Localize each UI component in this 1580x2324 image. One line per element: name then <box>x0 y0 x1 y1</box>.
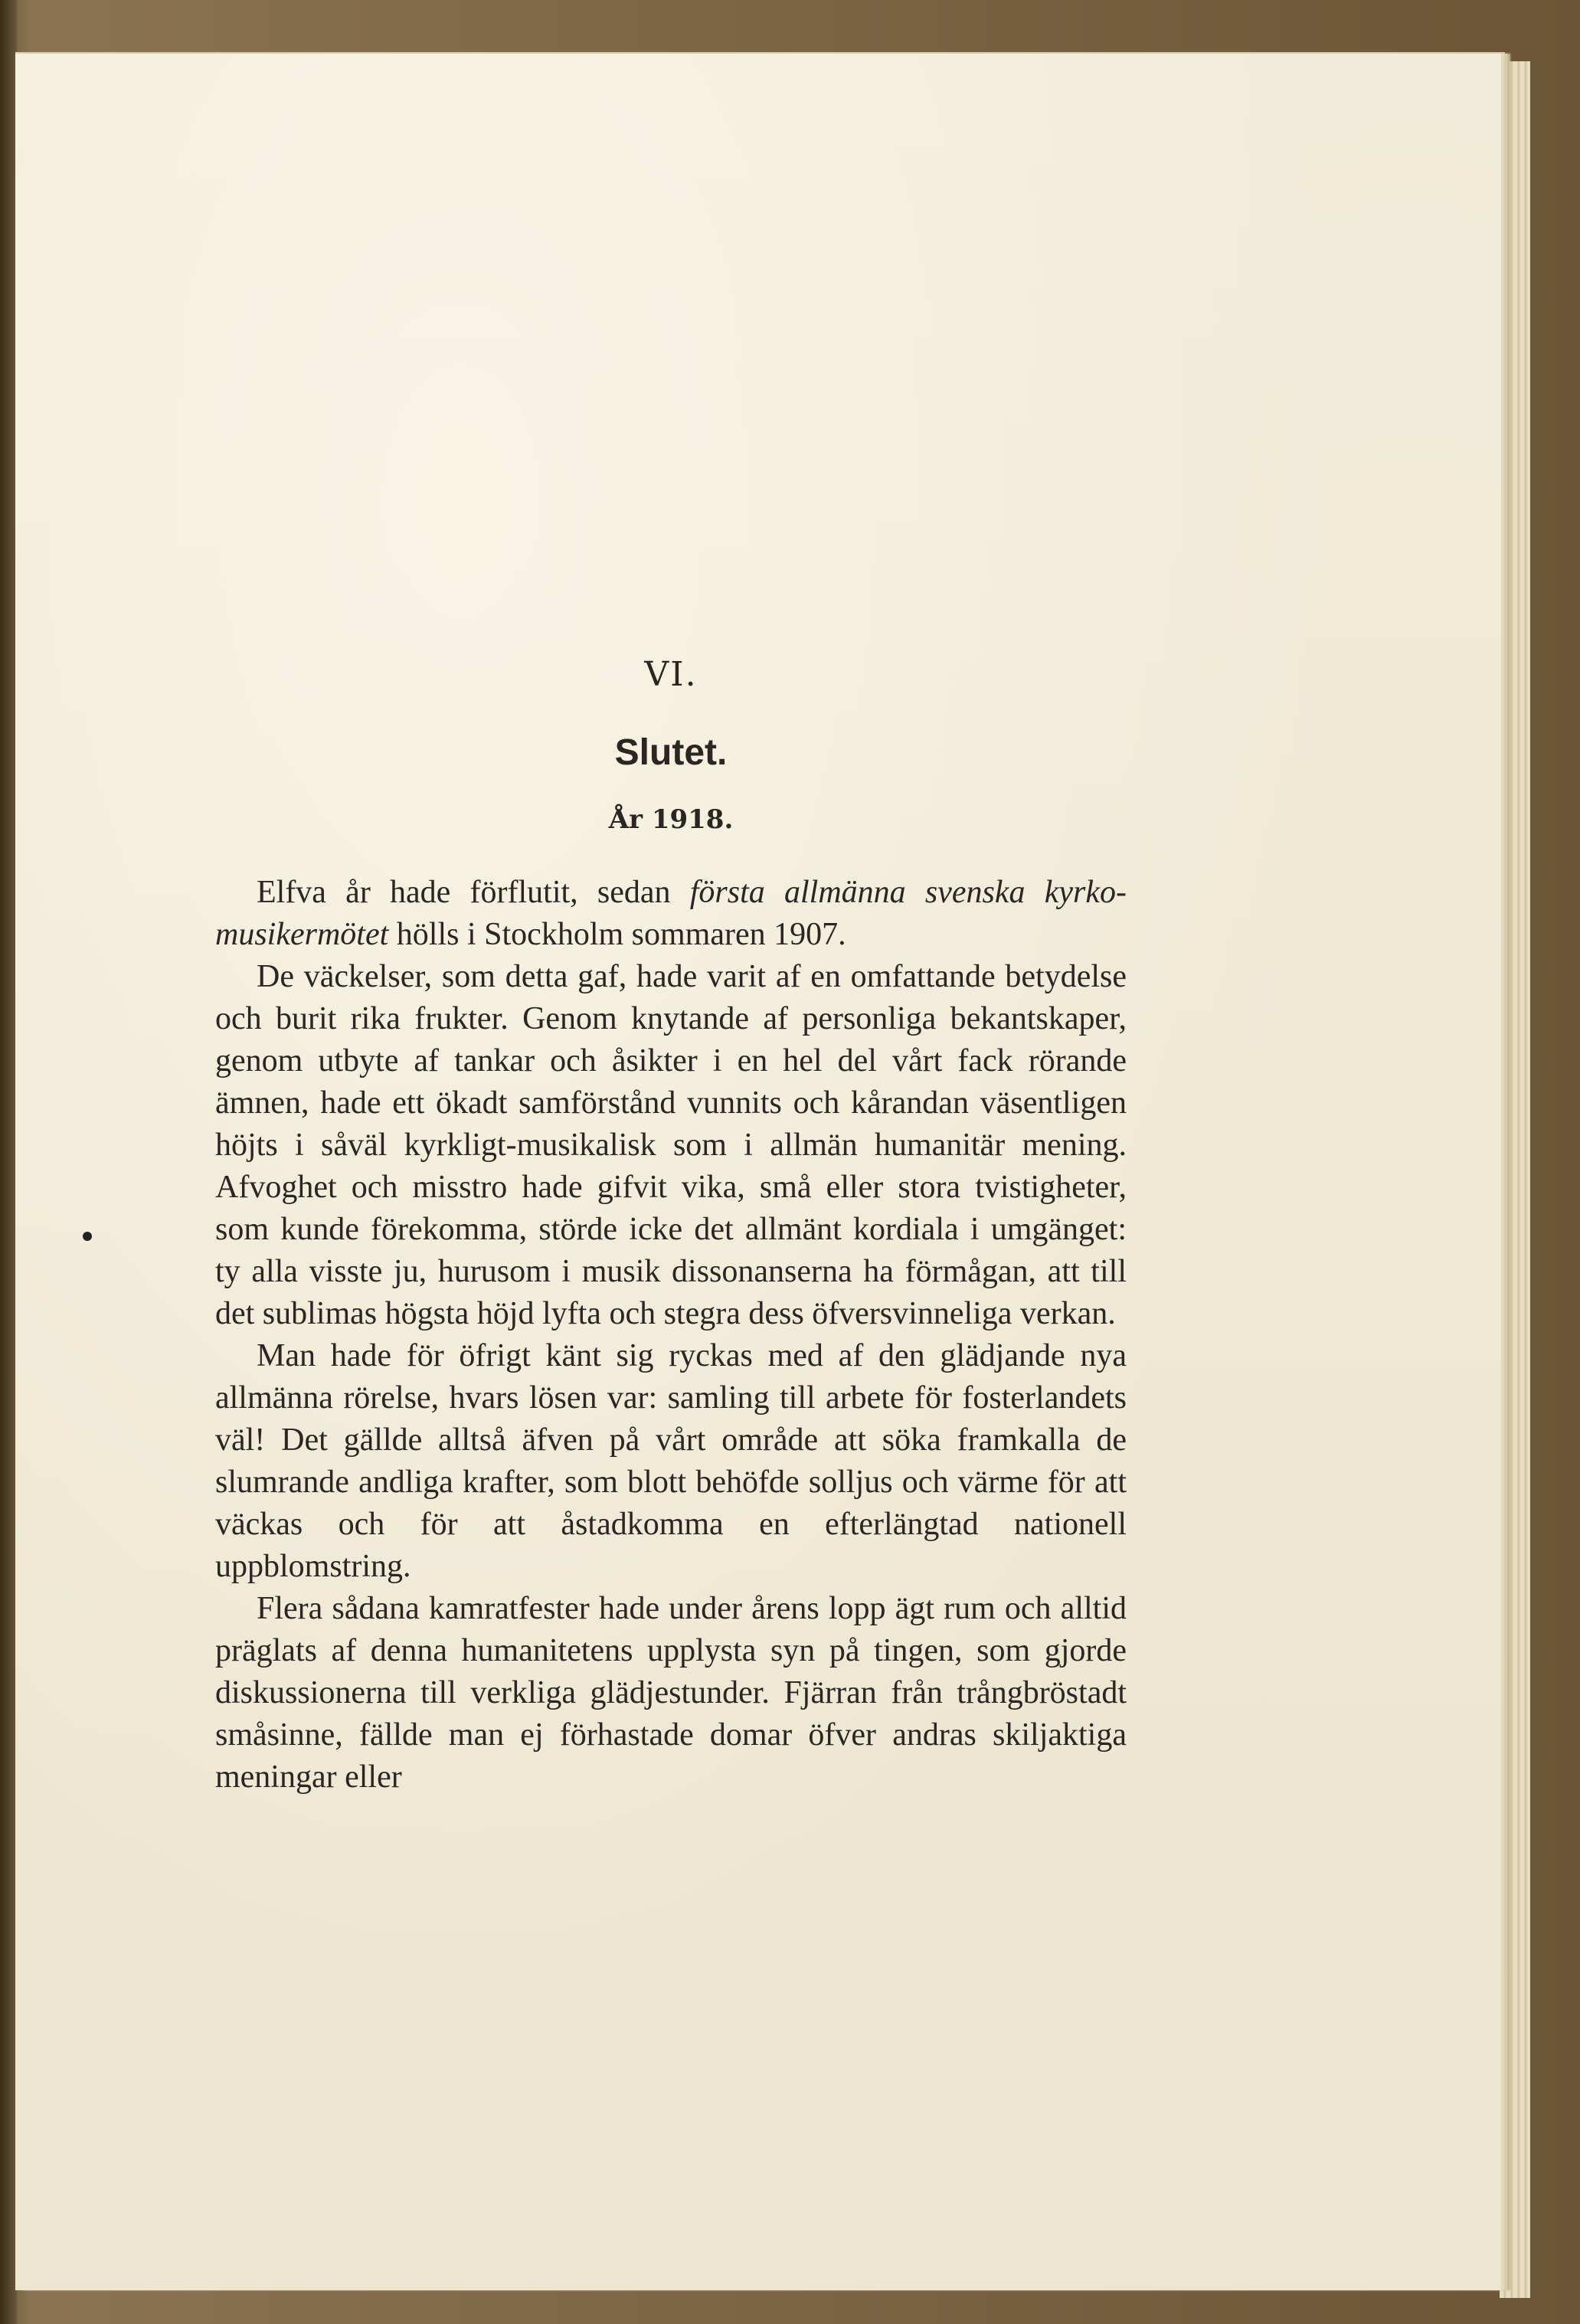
binding-edge <box>0 0 17 2324</box>
paragraph-3: Man hade för öfrigt känt sig ryckas med af den glädjande nya allmänna rörelse, hvars lösen var: samling till arbete för fosterlandets väl! Det gällde alltså äfven på vårt område att söka framkalla de slumrande andliga krafter, som blott behöfde solljus och värme för att väckas och för att åstadkomma en efterlängtad nationell uppblomstring. <box>215 1338 1127 1584</box>
chapter-title: Slutet. <box>614 732 728 773</box>
paragraph-1 <box>215 872 1127 956</box>
paragraph-4: Flera sådana kamratfester hade under årens lopp ägt rum och alltid präglats af denna humanitetens upplysta syn på tingen, som gjorde diskussionerna till verkliga glädjestunder. Fjärran från trångbröstadt småsinne, fällde man ej förhastade domar öfver andras skiljaktiga meningar eller <box>215 1591 1127 1795</box>
page-stack-edges <box>1500 61 1530 2298</box>
ink-speck <box>83 1232 92 1241</box>
paragraph-1-rest: hölls i Stockholm sommaren 1907. <box>388 917 846 952</box>
paragraph-2: De väckelser, som detta gaf, hade varit af en omfattande betydelse och burit rika frukter. Genom knytande af personliga bekantskaper, genom utbyte af tankar och åsikter i en hel del vårt fack rörande ämnen, hade ett ökadt samförstånd vunnits och kårandan väsentligen höjts i såväl kyrkligt-musikalisk som i allmän humanitär mening. Afvoghet och misstro hade gifvit vika, små eller stora tvistigheter, som kunde förekomma, störde icke det allmänt kordiala i umgänget: ty alla visste ju, hurusom i musik dissonanserna ha förmågan, att till det sublimas högsta höjd lyfta och stegra dess öfversvinneliga verkan. <box>215 959 1127 1331</box>
chapter-year: År 1918. <box>608 804 734 835</box>
chapter-number: VI. <box>644 655 698 694</box>
paragraph-1-emphasis: första allmänna svenska kyrko-musikermötet <box>215 875 1127 952</box>
body-text <box>215 872 1127 1799</box>
paragraph-1-intro: Elfva år hade förflutit, sedan <box>257 875 690 910</box>
